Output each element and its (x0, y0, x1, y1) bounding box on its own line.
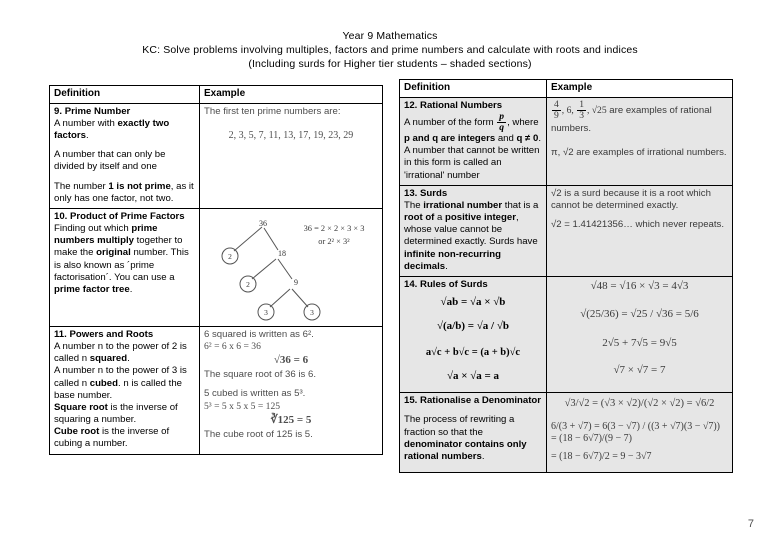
definition-text: , as it only has one factor, not two. (54, 180, 194, 204)
surd-example-3: 2√5 + 7√5 = 9√5 (602, 336, 677, 349)
definition-cell-powers-and-roots (50, 326, 200, 454)
row-number: 10. (54, 210, 68, 222)
row-number: 11. (54, 328, 67, 340)
row-number: 9. (54, 105, 63, 117)
definition-cell-rules-of-surds (400, 276, 547, 392)
column-header-definition: Definition (400, 80, 547, 98)
definition-emphasis: positive integer (445, 212, 516, 224)
row-title: Rules of Surds (420, 278, 488, 290)
example-cell-surds (547, 185, 733, 276)
definition-text: a (434, 212, 446, 224)
definition-emphasis: cubed (89, 377, 118, 389)
row-number: 13. (404, 187, 418, 199)
example-cell-powers-and-roots (200, 326, 383, 454)
row-title: Rationalise a Denominator (420, 395, 542, 407)
definition-emphasis: q ≠ 0 (516, 132, 539, 144)
definition-emphasis: squared (89, 353, 128, 365)
definitions-table-right (399, 79, 733, 473)
surd-rule-2: √(a/b) = √a / √b (436, 320, 510, 333)
row-number: 15. (404, 395, 418, 407)
example-line: The cube root of 125 is 5. (204, 428, 313, 440)
surd-rule-4: √a × √a = a (446, 370, 500, 383)
definition-text: A number of the form (404, 116, 497, 128)
example-cell-rational-numbers: $\frac{4}{9}$ , 6, $\frac{1}{3}$ , √25 are examples of rational numbers. π, √2 are examples of irrational numbers. (547, 97, 733, 185)
example-line: 6² = 6 x 6 = 36 (204, 341, 261, 353)
definition-emphasis: p and q are integers (404, 132, 496, 144)
definition-text: . (445, 260, 448, 272)
definition-emphasis: original (96, 247, 131, 259)
example-line: The square root of 36 is 6. (204, 369, 316, 381)
tree-node-root: 36 (259, 218, 267, 228)
surd-rule-3: a√c + b√c = (a + b)√c (425, 346, 521, 358)
definition-emphasis: prime numbers multiply (54, 223, 158, 247)
definition-cell-prime-number (50, 103, 200, 208)
row-title: Product of Prime Factors (70, 210, 185, 222)
example-equation: √36 = 6 (273, 354, 309, 367)
tree-node-l1-right: 18 (278, 248, 286, 258)
surd-example-1: √48 = √16 × √3 = 4√3 (590, 279, 689, 292)
rationalise-example-3: = (18 − 6√7)/2 = 9 − 3√7 (551, 450, 652, 462)
fraction-denominator: q (499, 121, 505, 133)
header-title: Year 9 Mathematics (342, 30, 438, 42)
definition-text: is the inverse of squaring a number. (54, 401, 178, 426)
page-header (0, 30, 780, 72)
prime-factor-tree-diagram (204, 215, 379, 323)
example-cell-rationalise-denominator (547, 393, 733, 472)
definition-text: A number n to the power of 2 is called n (54, 341, 187, 365)
header-subnote: (Including surds for Higher tier students – shaded sections) (248, 57, 532, 70)
row-title: Prime Number (64, 105, 131, 117)
example-cell-prime-number (200, 103, 383, 208)
definition-cell-rational-numbers (400, 97, 547, 185)
table-row (400, 97, 733, 185)
definition-emphasis: 1 is not prime (108, 180, 171, 192)
surd-rule-1: √ab = √a × √b (440, 296, 506, 309)
example-irrational-line: π, √2 are examples of irrational numbers. (551, 147, 727, 159)
fraction-numerator: 4 (554, 98, 559, 110)
example-fraction-four-ninths (552, 100, 561, 121)
definition-text: A number that can only be divided by itself and one (54, 149, 166, 173)
example-square-root: √25 (591, 104, 607, 116)
tree-node-l2-right: 9 (294, 277, 298, 287)
fraction-denominator: 3 (579, 109, 584, 121)
definition-text: The (404, 199, 424, 211)
definition-emphasis: exactly two factors (54, 117, 170, 142)
example-text: are examples of rational numbers. (551, 104, 712, 134)
definition-emphasis: root of (404, 212, 435, 224)
fraction-p-over-q (497, 112, 506, 133)
rationalise-example-1: √3/√2 = (√3 × √2)/(√2 × √2) = √6/2 (564, 398, 715, 410)
row-title: Surds (420, 187, 448, 199)
definition-text: . (127, 353, 130, 365)
definition-cell-rationalise-denominator (400, 393, 547, 472)
definition-text: A number with (54, 117, 118, 129)
header-key-concept: KC: Solve problems involving multiples, factors and prime numbers and calculate with roots and indices (142, 43, 638, 56)
definition-text: Finding out which (54, 223, 132, 235)
definition-text: and (495, 132, 517, 144)
fraction-denominator: 9 (554, 109, 559, 121)
definition-emphasis: Cube root (54, 426, 100, 438)
definition-text: A number n to the power of 3 is called n (54, 365, 187, 389)
prime-number-list: 2, 3, 5, 7, 11, 13, 17, 19, 23, 29 (228, 129, 354, 141)
table-header-row (50, 86, 383, 104)
surd-example-2: √(25/36) = √25 / √36 = 5/6 (580, 307, 699, 320)
table-row (400, 185, 733, 276)
definition-text: . (538, 132, 541, 144)
column-header-example: Example (200, 86, 383, 104)
factor-tree-equation (290, 223, 378, 248)
column-header-definition: Definition (50, 86, 200, 104)
definition-text: that is a (502, 199, 539, 211)
table-row (400, 393, 733, 472)
definition-text: A number that cannot be written in this form is called an 'irrational' number (404, 145, 540, 181)
example-line: 5³ = 5 x 5 x 5 = 125 (204, 400, 281, 412)
definition-text: is the inverse of cubing a number. (54, 426, 170, 450)
table-row (50, 103, 383, 208)
definition-text: . (129, 283, 133, 295)
definition-cell-product-of-prime-factors (50, 208, 200, 326)
definition-text: . n is called the base number. (54, 377, 182, 401)
surd-example-4: √7 × √7 = 7 (613, 363, 666, 376)
column-header-example: Example (547, 80, 733, 98)
definition-text: The process of rewriting a fraction so that the (404, 414, 515, 438)
example-line: 6 squared is written as 6². (204, 328, 314, 340)
definition-text: . (86, 130, 89, 142)
definition-emphasis: infinite non-recurring decimals (404, 248, 502, 272)
page-number: 7 (747, 518, 754, 530)
tree-node-l2-left: 2 (246, 279, 250, 289)
definition-emphasis: irrational number (423, 199, 503, 211)
example-line: 5 cubed is written as 5³. (204, 388, 306, 400)
definition-text: The number (54, 180, 109, 192)
example-equation: ∛125 = 5 (270, 413, 312, 426)
row-number: 14. (404, 278, 418, 290)
rationalise-example-2: 6/(3 + √7) = 6(3 − √7) / ((3 + √7)(3 − √7)) = (18 − 6√7)/(9 − 7) (551, 420, 721, 445)
definition-emphasis: prime factor tree (54, 283, 130, 295)
example-cell-factor-tree (200, 208, 383, 326)
definition-cell-surds (400, 185, 547, 276)
table-row (400, 276, 733, 392)
tree-node-l3-left: 3 (264, 307, 268, 317)
tree-node-l3-right: 3 (310, 307, 314, 317)
row-title: Powers and Roots (69, 328, 154, 340)
example-fraction-one-third (577, 100, 586, 121)
definition-emphasis: denominator contains only rational numbers (404, 438, 527, 462)
table-row (50, 208, 383, 326)
table-row (50, 326, 383, 454)
fraction-numerator: p (499, 110, 505, 122)
example-integer: 6 (566, 104, 572, 116)
factor-tree-equation-line2: or 2² × 3² (318, 236, 350, 246)
definitions-table-left (49, 85, 383, 455)
example-intro: The first ten prime numbers are: (204, 105, 341, 117)
definition-text: together to make the (54, 235, 183, 259)
table-header-row (400, 80, 733, 98)
definition-emphasis: Square root (54, 401, 108, 413)
example-line: √2 = 1.41421356… which never repeats. (551, 219, 725, 231)
definition-text: , whose value cannot be determined exactly. Surds have (404, 212, 538, 248)
fraction-numerator: 1 (579, 98, 584, 110)
row-number: 12. (404, 99, 418, 111)
definition-text: . (481, 450, 485, 462)
definition-text: , where (507, 116, 539, 128)
example-cell-rules-of-surds (547, 276, 733, 392)
tree-node-l1-left: 2 (228, 251, 232, 261)
row-title: Rational Numbers (420, 99, 503, 111)
definition-text: number. This is also known as ´prime factorisation´. You can use a (54, 247, 189, 283)
factor-tree-equation-line1: 36 = 2 × 2 × 3 × 3 (303, 223, 365, 233)
example-line: √2 is a surd because it is a root which cannot be determined exactly. (551, 187, 711, 211)
